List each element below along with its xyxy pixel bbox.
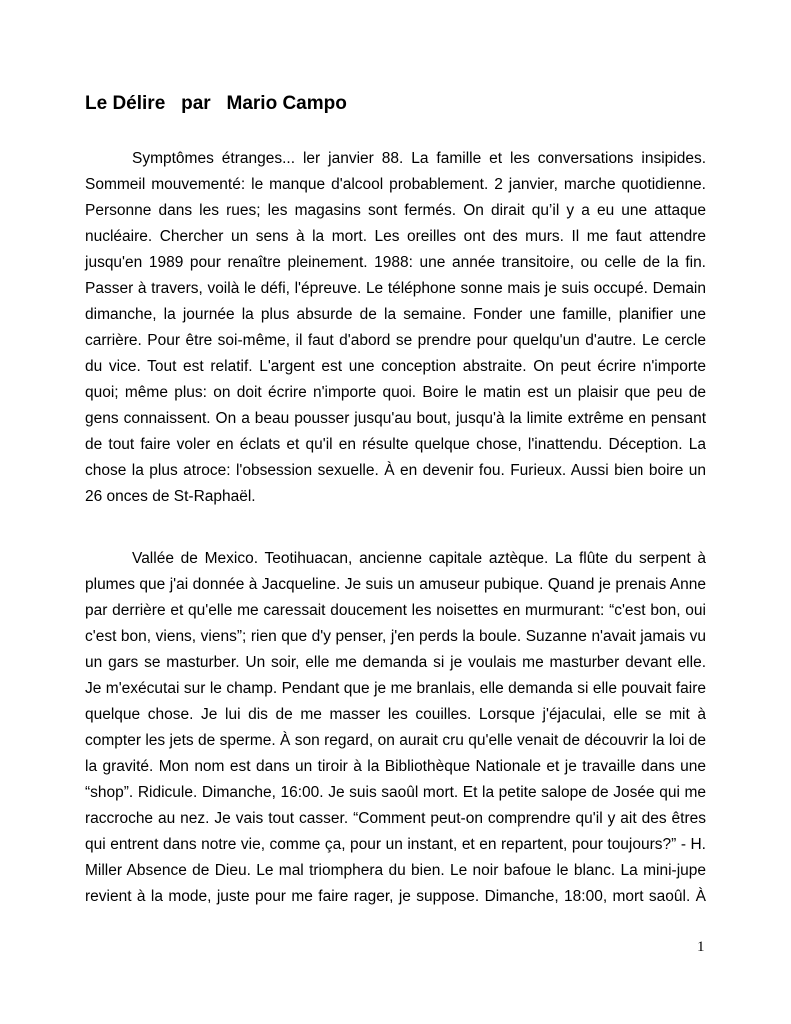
text-line: raccroche au nez. Je vais tout casser. “Comment peut-on comprendre qu'il y ait des êtres xyxy=(85,810,706,827)
text-line: Vallée de Mexico. Teotihuacan, ancienne capitale aztèque. La flûte du serpent à xyxy=(132,550,706,567)
text-line: “shop”. Ridicule. Dimanche, 16:00. Je suis saoûl mort. Et la petite salope de Josée qui me xyxy=(85,784,706,801)
text-line: jusqu'en 1989 pour renaître pleinement. 1988: une année transitoire, ou celle de la fin. xyxy=(85,254,706,271)
text-line: par derrière et qu'elle me caressait doucement les noisettes en murmurant: “c'est bon, oui xyxy=(85,602,706,619)
paragraph-2 xyxy=(85,546,706,910)
text-line: qui entrent dans notre vie, comme ça, pour un instant, et en repartent, pour toujours?” - H. xyxy=(85,836,706,853)
text-line: dimanche, la journée la plus absurde de la semaine. Fonder une famille, planifier une xyxy=(85,306,706,323)
text-line: Personne dans les rues; les magasins sont fermés. On dirait qu’il y a eu une attaque xyxy=(85,202,706,219)
text-line: la gravité. Mon nom est dans un tiroir à la Bibliothèque Nationale et je travaille dans une xyxy=(85,758,706,775)
text-line: plumes que j'ai donnée à Jacqueline. Je suis un amuseur pubique. Quand je prenais Anne xyxy=(85,576,706,593)
text-line: carrière. Pour être soi-même, il faut d'abord se prendre pour quelqu'un d'autre. Le cercle xyxy=(85,332,706,349)
text-line: quelque chose. Je lui dis de me masser les couilles. Lorsque j'éjaculai, elle se mit à xyxy=(85,706,706,723)
text-line: de tout faire voler en éclats et qu'il en résulte quelque chose, l'inattendu. Déception. La xyxy=(85,436,706,453)
text-line: un gars se masturber. Un soir, elle me demanda si je voulais me masturber devant elle. xyxy=(85,654,706,671)
text-line: 26 onces de St-Raphaël. xyxy=(85,488,256,505)
page-number: 1 xyxy=(697,939,705,955)
text-line: chose la plus atroce: l'obsession sexuelle. À en devenir fou. Furieux. Aussi bien boire un xyxy=(85,462,706,479)
text-line: revient à la mode, juste pour me faire rager, je suppose. Dimanche, 18:00, mort saoûl. À xyxy=(85,888,706,905)
text-line: Symptômes étranges... ler janvier 88. La famille et les conversations insipides. xyxy=(132,150,706,167)
text-line: Passer à travers, voilà le défi, l'épreuve. Le téléphone sonne mais je suis occupé. Demain xyxy=(85,280,706,297)
text-line: c'est bon, viens, viens”; rien que d'y penser, j'en perds la boule. Suzanne n'avait jamais vu xyxy=(85,628,706,645)
text-line: quoi; même plus: on doit écrire n'importe quoi. Boire le matin est un plaisir que peu de xyxy=(85,384,706,401)
text-line: Sommeil mouvementé: le manque d'alcool probablement. 2 janvier, marche quotidienne. xyxy=(85,176,706,193)
text-line: nucléaire. Chercher un sens à la mort. Les oreilles ont des murs. Il me faut attendre xyxy=(85,228,706,245)
text-line: Je m'exécutai sur le champ. Pendant que je me branlais, elle demanda si elle pouvait faire xyxy=(85,680,706,697)
text-line: gens connaissent. On a beau pousser jusqu'au bout, jusqu'à la limite extrême en pensant xyxy=(85,410,706,427)
text-line: Miller Absence de Dieu. Le mal triomphera du bien. Le noir bafoue le blanc. La mini-jupe xyxy=(85,862,706,879)
document-title: Le Délire par Mario Campo xyxy=(85,93,347,114)
text-line: compter les jets de sperme. À son regard, on aurait cru qu'elle venait de découvrir la loi de xyxy=(85,732,706,749)
text-line: du vice. Tout est relatif. L'argent est une conception abstraite. On peut écrire n'importe xyxy=(85,358,706,375)
paragraph-1 xyxy=(85,146,706,510)
